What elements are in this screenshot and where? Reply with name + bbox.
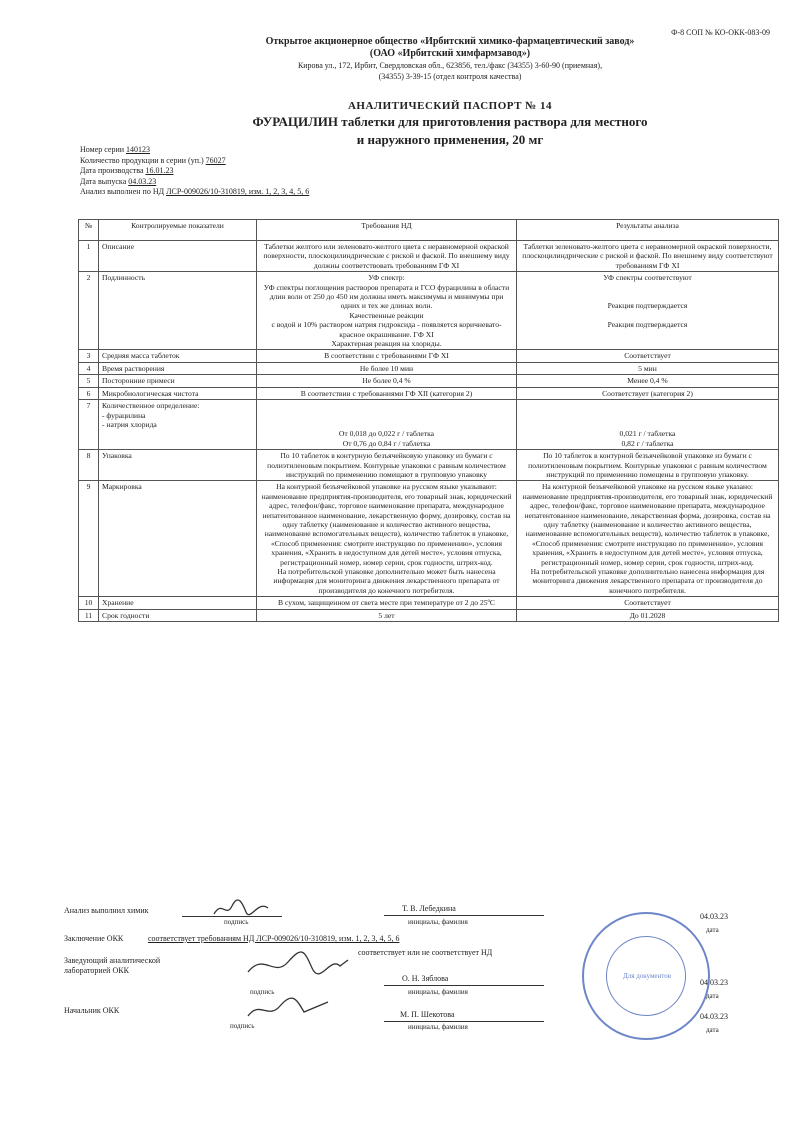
row-num: 10 xyxy=(79,597,99,609)
performed-name: Т. В. Лебедкина xyxy=(402,904,456,913)
conclusion-text: соответствует требованиям НД ЛСР-009026/10-310819, изм. 1, 2, 3, 4, 5, 6 xyxy=(148,934,400,943)
chief-name: М. П. Шекотова xyxy=(400,1010,455,1019)
table-header-row xyxy=(79,220,779,241)
row-requirement: Не более 10 мин xyxy=(257,362,517,374)
row-result: Соответствует (категория 2) xyxy=(517,387,779,399)
document-title xyxy=(200,100,700,148)
chief-podpis: подпись xyxy=(230,1022,255,1030)
row-num: 5 xyxy=(79,375,99,387)
chief-name-line xyxy=(384,1011,544,1022)
chief-initials-label: инициалы, фамилия xyxy=(408,1023,468,1031)
performed-signature xyxy=(212,898,272,920)
row-requirement: УФ спектр: УФ спектры поглощения растворов препарата и ГСО фурацилина в области длин волн от 250 до 450 нм должны иметь максимумы и минимумы при одних и тех же длинах волн. Качественные реакции с водой и 10% раствором натрия гидроксида - появляется коричневато-красное окрашивание. ГФ XI Характерная реакция на хлориды. xyxy=(257,272,517,350)
table-row xyxy=(79,272,779,350)
header-requirements: Требования НД xyxy=(257,220,517,241)
org-short-name: (ОАО «Ирбитский химфармзавод») xyxy=(369,48,531,59)
head-lab-label: Заведующий аналитической лабораторией ОКК xyxy=(64,956,161,975)
header-num: № xyxy=(79,220,99,241)
product-name-line1: ФУРАЦИЛИН таблетки для приготовления раствора для местного xyxy=(252,114,648,129)
series-value: 140123 xyxy=(126,145,150,154)
row-num: 3 xyxy=(79,350,99,362)
row-result: По 10 таблеток в контурной безъячейковой упаковке из бумаги с полиэтиленовым покрытием. Контурные упаковки с равным количеством инструкций по применению помещены в групповую упаковку. xyxy=(517,450,779,481)
header-indicator: Контролируемые показатели xyxy=(99,220,257,241)
row-result: Менее 0,4 % xyxy=(517,375,779,387)
row-num: 2 xyxy=(79,272,99,350)
performed-date: 04.03.23 xyxy=(700,912,728,921)
row-indicator: Подлинность xyxy=(99,272,257,350)
head-lab-date: 04.03.23 xyxy=(700,978,728,987)
row-result: На контурной безъячейковой упаковке на русском языке указано: наименование предприятия-производителя, его товарный знак, юридический адрес, телефон/факс, торговое наименование препарата, международное непатентованное наименование, лекарственная форма, дозировка, состав на одну таблетку (наименование и количество активного вещества, наименование вспомогательных веществ), количество таблеток в упаковке, «Способ применения: смотрите инструкцию по применению», условия хранения, «Хранить в недоступном для детей месте», условия отпуска, регистрационный номер, номер серии, срок годности, штрих-код. На потребительской упаковке дополнительно нанесена информация для мониторинга движения лекарственного препарата от производителя до конечного потребителя. xyxy=(517,481,779,597)
passport-title: АНАЛИТИЧЕСКИЙ ПАСПОРТ № 14 xyxy=(347,100,553,112)
row-indicator: Упаковка xyxy=(99,450,257,481)
row-requirement: На контурной безъячейковой упаковке на русском языке указывают: наименование предприятия-производителя, его товарный знак, юридический адрес, телефон/факс, торговое наименование препарата, международное непатентованное наименование, лекарственную форму, дозировку, состав на одну таблетку (наименование и количество активного вещества, наименование вспомогательных веществ), количество таблеток в упаковке, «Способ применения: смотрите инструкцию по применению», условия хранения, «Хранить в недоступном для детей месте», условия отпуска, регистрационный номер, номер серии, срок годности, штрих-код. На потребительской упаковке дополнительно может быть нанесена информация для мониторинга движения лекарственного препарата от производителя до конечного потребителя. xyxy=(257,481,517,597)
row-indicator: Посторонние примеси xyxy=(99,375,257,387)
organization-header xyxy=(200,36,700,82)
head-lab-podpis: подпись xyxy=(250,988,275,996)
head-lab-date-label: дата xyxy=(706,992,719,1000)
head-lab-name-line xyxy=(384,975,544,986)
row-requirement: 5 лет xyxy=(257,609,517,621)
performed-podpis: подпись xyxy=(224,918,249,926)
row-requirement: Таблетки желтого или зеленовато-желтого цвета с неравномерной окраской поверхности, плоскоцилиндрические с риской и фаской. По внешнему виду должны соответствовать требованиям ГФ XI xyxy=(257,241,517,272)
row-indicator: Количественное определение: - фурацилина - натрия хлорида xyxy=(99,400,257,450)
product-name-line2: и наружного применения, 20 мг xyxy=(356,132,544,147)
conclusion-label: Заключение ОКК xyxy=(64,934,124,943)
analysis-basis-value: ЛСР-009026/10-310819, изм. 1, 2, 3, 4, 5, 6 xyxy=(166,187,310,196)
head-lab-signature xyxy=(244,948,354,982)
row-num: 6 xyxy=(79,387,99,399)
table-body xyxy=(79,241,779,622)
row-result: 0,021 г / таблетка 0,82 г / таблетка xyxy=(517,400,779,450)
series-label: Номер серии xyxy=(80,145,124,154)
row-indicator: Описание xyxy=(99,241,257,272)
row-indicator: Микробиологическая чистота xyxy=(99,387,257,399)
row-result: Соответствует xyxy=(517,597,779,609)
quantity-value: 76027 xyxy=(205,155,226,165)
row-result: До 01.2028 xyxy=(517,609,779,621)
chief-label: Начальник ОКК xyxy=(64,1006,120,1015)
row-requirement: По 10 таблеток в контурную безъячейковую упаковку из бумаги с полиэтиленовым покрытием. Контурные упаковки с равным количеством инструкций по применению помещают в групповую упаковку xyxy=(257,450,517,481)
header-results: Результаты анализа xyxy=(517,220,779,241)
org-address: Кирова ул., 172, Ирбит, Свердловская обл., 623856, тел./факс (34355) 3-60-90 (приемная), xyxy=(297,61,603,70)
row-indicator: Средняя масса таблеток xyxy=(99,350,257,362)
row-result: Соответствует xyxy=(517,350,779,362)
conclusion-hint: соответствует или не соответствует НД xyxy=(358,948,493,957)
release-date-label: Дата выпуска xyxy=(80,176,127,186)
row-num: 9 xyxy=(79,481,99,597)
row-requirement: От 0,018 до 0,022 г / таблетка От 0,76 до 0,84 г / таблетка xyxy=(257,400,517,450)
row-num: 4 xyxy=(79,362,99,374)
table-row xyxy=(79,241,779,272)
head-lab-initials-label: инициалы, фамилия xyxy=(408,988,468,996)
table-row xyxy=(79,362,779,374)
chief-signature xyxy=(244,994,334,1024)
table-row xyxy=(79,350,779,362)
company-stamp xyxy=(582,912,710,1040)
performed-label: Анализ выполнил химик xyxy=(64,906,149,915)
batch-info xyxy=(80,145,309,198)
chief-date-label: дата xyxy=(706,1026,719,1034)
row-requirement: В соответствии с требованиями ГФ XI xyxy=(257,350,517,362)
production-date-label: Дата производства xyxy=(80,166,144,175)
table-row xyxy=(79,481,779,597)
stamp-text: Для документов xyxy=(622,972,672,980)
table-row xyxy=(79,375,779,387)
table-row xyxy=(79,597,779,609)
document-code: Ф-8 СОП № КО-ОКК-083-09 xyxy=(671,28,770,37)
production-date-value: 16.01.23 xyxy=(145,166,174,175)
table-row xyxy=(79,450,779,481)
row-result: Таблетки зеленовато-желтого цвета с неравномерной окраской поверхности, плоскоцилиндрические с риской и фаской. По внешнему виду соответствуют требованиям ГФ XI xyxy=(517,241,779,272)
org-name: Открытое акционерное общество «Ирбитский химико-фармацевтический завод» xyxy=(265,36,635,47)
row-requirement: В сухом, защищенном от света месте при температуре от 2 до 25ºС xyxy=(257,597,517,609)
quantity-label: Количество продукции в серии (уп.) xyxy=(80,155,204,165)
org-phone: (34355) 3-39-15 (отдел контроля качества) xyxy=(378,72,522,81)
row-indicator: Маркировка xyxy=(99,481,257,597)
row-result: УФ спектры соответствуют Реакция подтверждается Реакция подтверждается xyxy=(517,272,779,350)
release-date-value: 04.03.23 xyxy=(128,176,157,186)
table-row xyxy=(79,400,779,450)
row-indicator: Время растворения xyxy=(99,362,257,374)
row-num: 11 xyxy=(79,609,99,621)
performed-name-line xyxy=(384,905,544,916)
row-num: 7 xyxy=(79,400,99,450)
row-requirement: Не более 0,4 % xyxy=(257,375,517,387)
row-result: 5 мин xyxy=(517,362,779,374)
analysis-basis-label: Анализ выполнен по НД xyxy=(80,187,165,196)
head-lab-name: О. Н. Зяблова xyxy=(402,974,449,983)
row-requirement: В соответствии с требованиями ГФ XII (категория 2) xyxy=(257,387,517,399)
table-row xyxy=(79,609,779,621)
chief-date: 04.03.23 xyxy=(700,1012,728,1021)
table-row xyxy=(79,387,779,399)
performed-date-label: дата xyxy=(706,926,719,934)
row-num: 1 xyxy=(79,241,99,272)
analysis-table xyxy=(78,219,779,622)
row-indicator: Срок годности xyxy=(99,609,257,621)
row-indicator: Хранение xyxy=(99,597,257,609)
row-num: 8 xyxy=(79,450,99,481)
performed-initials-label: инициалы, фамилия xyxy=(408,918,468,926)
